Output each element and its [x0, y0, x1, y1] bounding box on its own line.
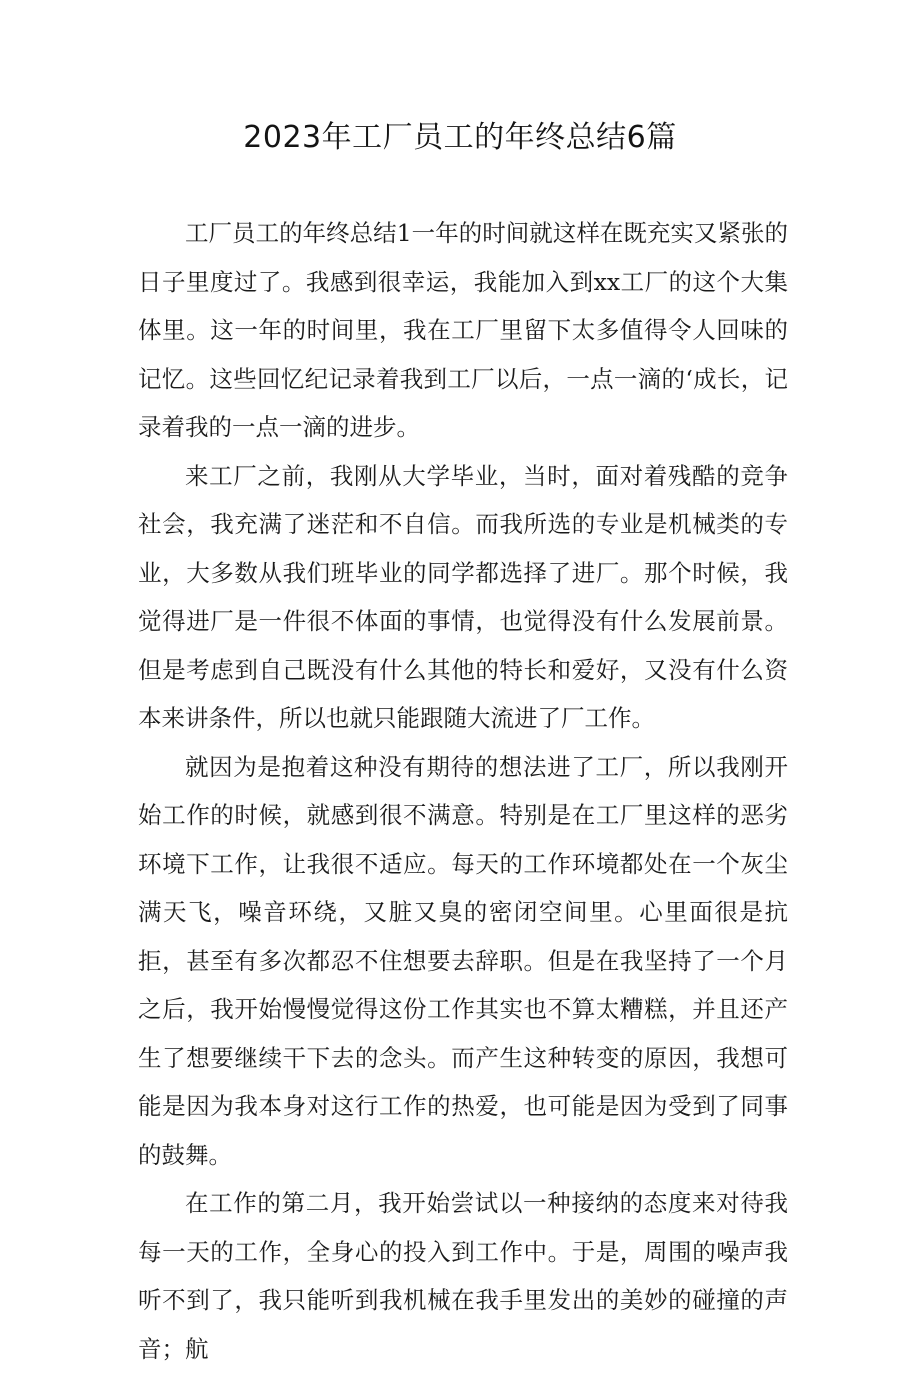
paragraph-4: 在工作的第二月，我开始尝试以一种接纳的态度来对待我每一天的工作，全身心的投入到工作中。于是，周围的噪声我听不到了，我只能听到我机械在我手里发出的美妙的碰撞的声音；航 [138, 1189, 788, 1363]
document-body [138, 209, 788, 1373]
paragraph-2: 来工厂之前，我刚从大学毕业，当时，面对着残酷的竞争社会，我充满了迷茫和不自信。而我所选的专业是机械类的专业，大多数从我们班毕业的同学都选择了进厂。那个时候，我觉得进厂是一件很不体面的事情，也觉得没有什么发展前景。但是考虑到自己既没有什么其他的特长和爱好，又没有什么资本来讲条件，所以也就只能跟随大流进了厂工作。 [138, 461, 788, 732]
document-title: 2023年工厂员工的年终总结6篇 [243, 120, 677, 155]
paragraph-3: 就因为是抱着这种没有期待的想法进了工厂，所以我刚开始工作的时候，就感到很不满意。特别是在工厂里这样的恶劣环境下工作，让我很不适应。每天的工作环境都处在一个灰尘满天飞，噪音环绕，又脏又臭的密闭空间里。心里面很是抗拒，甚至有多次都忍不住想要去辞职。但是在我坚持了一个月之后，我开始慢慢觉得这份工作其实也不算太糟糕，并且还产生了想要继续干下去的念头。而产生这种转变的原因，我想可能是因为我本身对这行工作的热爱，也可能是因为受到了同事的鼓舞。 [138, 752, 788, 1169]
paragraph-1: 工厂员工的年终总结1一年的时间就这样在既充实又紧张的日子里度过了。我感到很幸运，我能加入到xx工厂的这个大集体里。这一年的时间里，我在工厂里留下太多值得令人回味的记忆。这些回忆纪记录着我到工厂以后，一点一滴的‘成长，记录着我的一点一滴的进步。 [138, 219, 788, 441]
